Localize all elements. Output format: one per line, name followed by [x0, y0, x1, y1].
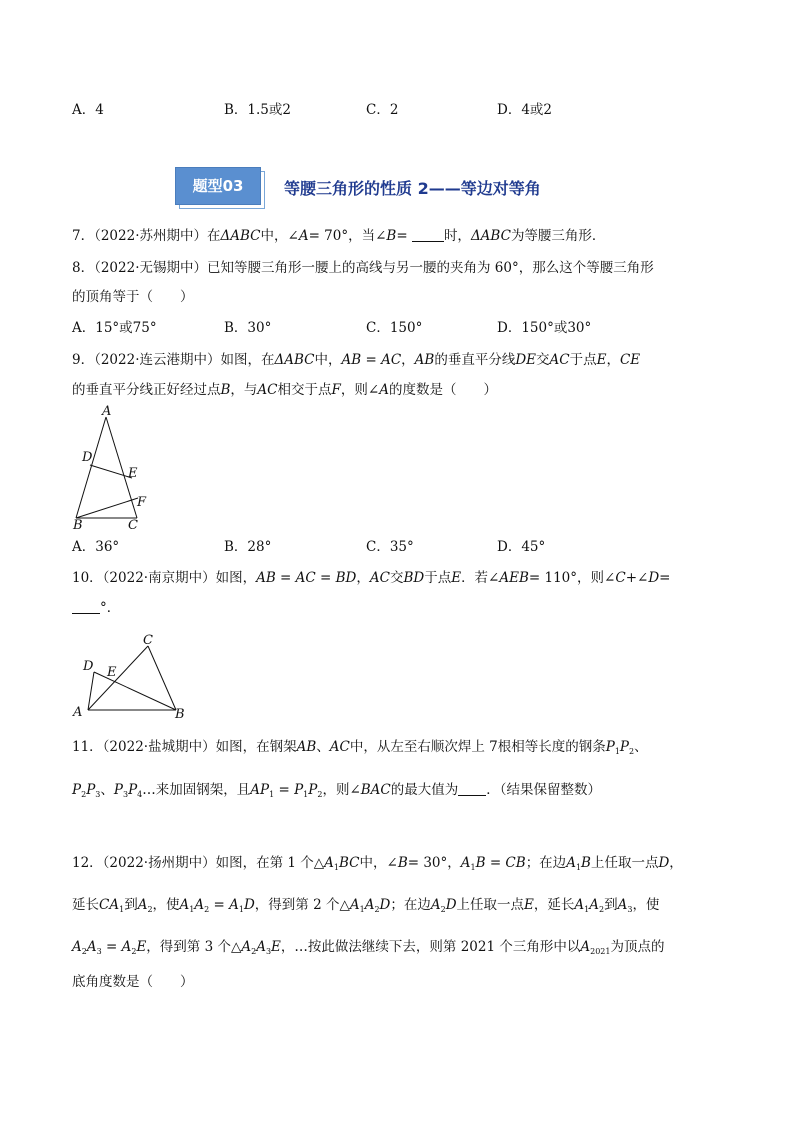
answer-blank — [458, 781, 486, 796]
q10-text: +∠ — [625, 570, 649, 586]
q11-math: P — [72, 782, 82, 798]
q7-text: 时， — [443, 228, 471, 244]
q9-text: ， — [606, 352, 620, 368]
q9-text: 的垂直平分线正好经过点 — [72, 382, 221, 398]
q9-text: 相交于点 — [277, 382, 332, 398]
q12-sub: 2 — [204, 905, 210, 914]
q12-sub: 1 — [470, 863, 476, 872]
q12-sub: 2 — [599, 905, 605, 914]
q12-math: A — [349, 897, 360, 913]
q12-math: E — [524, 897, 534, 913]
q10-math: AB = AC = BD — [256, 570, 357, 586]
badge-label: 题型03 — [175, 167, 261, 205]
label-a: A — [102, 405, 112, 419]
line-bf — [76, 498, 138, 518]
q12-math: B = CB — [475, 855, 526, 871]
q11-sub: 3 — [95, 790, 101, 799]
q9-text: ，则∠ — [340, 382, 380, 398]
q12-text: 中，∠ — [359, 855, 398, 871]
q9-text: 的垂直平分线 — [434, 352, 516, 368]
q12-math: A — [194, 897, 205, 913]
question-10 — [72, 568, 670, 588]
q12-text: = 30°， — [407, 855, 461, 871]
question-7 — [72, 226, 605, 246]
q12-math: D — [243, 897, 255, 913]
q12-text: ，…按此做法继续下去，则第 2021 个三角形中以 — [280, 939, 581, 955]
q7-math: B — [386, 228, 397, 244]
q11-sub: 2 — [629, 747, 635, 756]
q12-math: = A — [101, 939, 132, 955]
q12-sub: 2 — [374, 905, 380, 914]
q12-math: A — [566, 855, 576, 871]
question-10-line-2 — [72, 598, 120, 618]
q11-text: 中，从左至右顺次焊上 7根相等长度的钢条 — [349, 739, 606, 755]
q12-math: A — [256, 939, 266, 955]
q7-text: 7．（2022·苏州期中）在 — [72, 228, 221, 244]
q11-text: 11．（2022·盐城期中）如图，在钢架 — [72, 739, 297, 755]
q12-math: BC — [338, 855, 360, 871]
q12-sub: 1 — [238, 905, 244, 914]
q8-option-b: B．30° — [224, 320, 272, 336]
label-c: C — [128, 518, 138, 533]
q12-text: 上任取一点 — [456, 897, 525, 913]
q12-text: ，使 — [632, 897, 660, 913]
q12-text: ，得到第 3 个△ — [146, 939, 242, 955]
section-badge — [175, 167, 263, 207]
option-a: A．4 — [72, 102, 104, 118]
q9-math: AC — [257, 382, 278, 398]
question-11-line-2 — [72, 780, 601, 805]
q9-triangle-figure — [70, 405, 160, 535]
q12-sub: 1 — [575, 863, 582, 872]
q10-text: 交 — [389, 570, 404, 586]
question-12-line-4: 底角度数是（ ） — [72, 974, 194, 990]
q11-sub: 2 — [81, 790, 87, 799]
section-title: 等腰三角形的性质 2——等边对等角 — [284, 179, 541, 198]
q9-text: 中， — [314, 352, 342, 368]
q11-text: ．（结果保留整数） — [486, 782, 602, 798]
q12-math: A — [617, 897, 628, 913]
q10-math: AEB — [499, 570, 529, 586]
q11-text: 的最大值为 — [390, 782, 459, 798]
line-de — [90, 465, 132, 478]
label-a: A — [73, 705, 83, 720]
q11-math: P — [86, 782, 96, 798]
q12-text: ，延长 — [533, 897, 575, 913]
q12-sub: 2 — [147, 905, 153, 914]
q12-math: A — [324, 855, 334, 871]
q12-sub: 2 — [440, 905, 446, 914]
q9-text: ， — [401, 352, 415, 368]
q12-text: 到 — [124, 897, 138, 913]
q10-figure — [70, 628, 195, 723]
answer-blank — [72, 599, 100, 614]
q9-text: 的度数是（ ） — [388, 382, 497, 398]
q10-text: = 110°，则∠ — [528, 570, 616, 586]
q11-math: P — [619, 739, 630, 755]
q11-text: 、 — [316, 739, 330, 755]
q9-math: AB = AC — [341, 352, 402, 368]
q11-math: AP — [250, 782, 270, 798]
q12-math: A — [364, 897, 375, 913]
q11-math: AB — [296, 739, 317, 755]
q9-text: 交 — [536, 352, 550, 368]
q12-sub: 1 — [119, 905, 125, 914]
q7-text: = 70°，当∠ — [308, 228, 387, 244]
q11-text: 、 — [634, 739, 648, 755]
option-d: D．4或2 — [497, 102, 553, 118]
label-d: D — [82, 450, 93, 465]
q12-text: ，得到第 2 个△ — [254, 897, 350, 913]
q9-math: A — [379, 382, 389, 398]
q12-sub: 1 — [333, 863, 339, 872]
label-e: E — [107, 665, 117, 680]
q9-math: AC — [549, 352, 570, 368]
q11-sub: 3 — [122, 790, 129, 799]
side-ab — [76, 417, 106, 518]
q12-math: E — [136, 939, 147, 955]
question-12-line-3 — [72, 937, 664, 962]
q11-sub: 1 — [614, 747, 620, 756]
q12-math: D — [658, 855, 670, 871]
label-b: B — [175, 707, 185, 722]
q9-math: ΔABC — [274, 352, 315, 368]
q9-option-a: A．36° — [72, 539, 120, 555]
q11-text: …来加固钢架，且 — [142, 782, 251, 798]
q10-text: ．若∠ — [461, 570, 500, 586]
question-8-line-2: 的顶角等于（ ） — [72, 289, 194, 305]
q12-math: A — [179, 897, 190, 913]
q9-math: CE — [619, 352, 641, 368]
answer-blank — [412, 227, 444, 242]
q12-text: 到 — [604, 897, 618, 913]
question-12-line-2 — [72, 895, 659, 920]
q11-math: P — [113, 782, 123, 798]
q12-text: ，使 — [152, 897, 180, 913]
q12-math: E — [271, 939, 281, 955]
q9-option-b: B．28° — [224, 539, 272, 555]
q12-sub: 3 — [627, 905, 633, 914]
q7-math: ΔABC — [220, 228, 261, 244]
q12-math: A — [72, 939, 82, 955]
q11-sub: 4 — [137, 790, 143, 799]
q12-math: A — [574, 897, 585, 913]
q9-text: 9．（2022·连云港期中）如图，在 — [72, 352, 275, 368]
label-d: D — [83, 659, 94, 674]
q7-math: ΔABC — [470, 228, 511, 244]
q12-sub: 3 — [96, 947, 102, 956]
q12-sub: 2 — [131, 947, 137, 956]
q12-math: B — [581, 855, 591, 871]
q9-option-d: D．45° — [497, 539, 546, 555]
q10-math: C — [615, 570, 626, 586]
q12-sub: 2 — [251, 947, 257, 956]
q11-sub: 2 — [317, 790, 323, 799]
q11-math: AC — [329, 739, 350, 755]
q12-text: 上任取一点 — [590, 855, 659, 871]
q9-math: B — [220, 382, 231, 398]
q12-sub: 1 — [359, 905, 365, 914]
q12-text: 延长 — [72, 897, 99, 913]
question-9-line-1 — [72, 350, 640, 370]
question-12-line-1 — [72, 853, 683, 878]
q9-text: 于点 — [569, 352, 597, 368]
question-8-line-1: 8．（2022·无锡期中）已知等腰三角形一腰上的高线与另一腰的夹角为 60°，那么这个等腰三角形 — [72, 260, 654, 276]
q12-math: CA — [99, 897, 120, 913]
q9-math: F — [331, 382, 341, 398]
segment-ac — [88, 646, 148, 710]
q7-text: = — [396, 228, 408, 244]
q11-text: 、 — [100, 782, 114, 798]
q12-math: A — [241, 939, 252, 955]
q10-text: 于点 — [424, 570, 452, 586]
q7-text: 中，∠ — [260, 228, 299, 244]
q12-math: A — [430, 897, 441, 913]
q11-math: P — [308, 782, 318, 798]
q12-text: ；在边 — [390, 897, 431, 913]
q12-math: B — [397, 855, 408, 871]
q10-text: ， — [356, 570, 370, 586]
q11-math: P — [605, 739, 615, 755]
q12-math: A — [137, 897, 148, 913]
segment-cb — [148, 646, 176, 710]
q9-math: E — [596, 352, 607, 368]
option-c: C．2 — [366, 102, 399, 118]
q11-math: P — [128, 782, 138, 798]
q12-sub: 3 — [265, 947, 272, 956]
q12-sub: 2021 — [590, 947, 611, 956]
q12-sub: 1 — [584, 905, 590, 914]
q11-text: ，则∠ — [322, 782, 361, 798]
q7-math: A — [298, 228, 309, 244]
q12-sub: 1 — [189, 905, 195, 914]
option-b: B．1.5或2 — [224, 102, 291, 118]
q12-text: ；在边 — [525, 855, 567, 871]
q12-math: A — [580, 939, 591, 955]
q12-math: D — [445, 897, 457, 913]
q8-option-d: D．150°或30° — [497, 320, 592, 336]
question-11-line-1 — [72, 737, 648, 762]
q12-sub: 2 — [81, 947, 87, 956]
q12-math: D — [379, 897, 391, 913]
q11-math: = P — [274, 782, 304, 798]
label-c: C — [143, 633, 153, 648]
q12-text: 12．（2022·扬州期中）如图，在第 1 个△ — [72, 855, 325, 871]
label-f: F — [137, 495, 147, 510]
q10-text: °． — [100, 600, 121, 616]
q8-option-c: C．150° — [366, 320, 423, 336]
q9-math: DE — [515, 352, 537, 368]
q8-option-a: A．15°或75° — [72, 320, 157, 336]
q9-text: ，与 — [230, 382, 258, 398]
q12-math: A — [589, 897, 599, 913]
q9-option-c: C．35° — [366, 539, 414, 555]
q11-sub: 1 — [303, 790, 309, 799]
q9-math: AB — [414, 352, 435, 368]
q11-sub: 1 — [269, 790, 275, 799]
q12-math: A — [86, 939, 97, 955]
q12-text: 为顶点的 — [610, 939, 665, 955]
q12-math: A — [460, 855, 471, 871]
q10-text: = — [659, 570, 671, 586]
q10-math: D — [648, 570, 660, 586]
q12-math: = A — [209, 897, 239, 913]
q10-math: BD — [403, 570, 425, 586]
q10-math: AC — [369, 570, 390, 586]
q10-text: 10．（2022·南京期中）如图， — [72, 570, 257, 586]
q12-text: ， — [669, 855, 683, 871]
label-e: E — [128, 466, 138, 481]
question-9-line-2 — [72, 380, 497, 400]
label-b: B — [73, 518, 83, 533]
q11-math: BAC — [360, 782, 391, 798]
q7-text: 为等腰三角形． — [510, 228, 606, 244]
q10-math: E — [451, 570, 462, 586]
